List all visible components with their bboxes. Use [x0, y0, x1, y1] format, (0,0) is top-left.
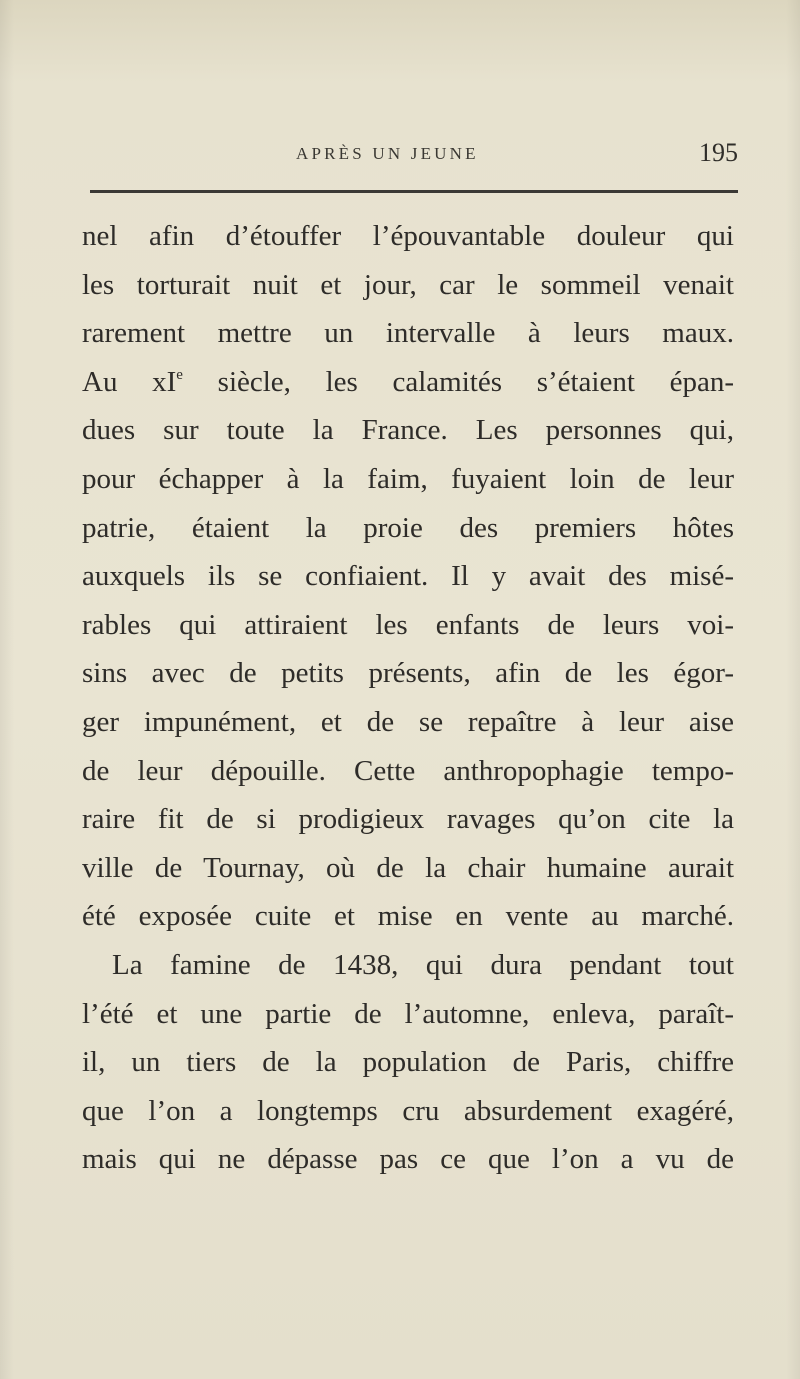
text-line-9: rables qui attiraient les enfants de leurs voi-: [82, 608, 734, 641]
text-line-3: rarement mettre un intervalle à leurs maux.: [82, 317, 734, 350]
century-numeral: Au xI: [82, 365, 177, 398]
text-line-8: auxquels ils se confiaient. Il y avait des misé-: [82, 560, 734, 593]
text-line-20: mais qui ne dépasse pas ce que l’on a vu de: [82, 1143, 734, 1176]
running-title: APRÈS UN JEUNE: [296, 144, 479, 163]
text-line-1: nel afin d’étouffer l’épouvantable douleur qui: [82, 220, 734, 252]
page-header: [88, 138, 738, 178]
text-line-18: il, un tiers de la population de Paris, chiffre: [82, 1046, 734, 1079]
text-line-4: [82, 358, 734, 407]
text-line-13: raire fit de si prodigieux ravages qu’on cite la: [82, 803, 734, 836]
body-text: [82, 212, 734, 1184]
header-rule: [90, 190, 738, 193]
text-line-10: sins avec de petits présents, afin de les égor-: [82, 657, 734, 690]
text-line-14: ville de Tournay, où de la chair humaine aurait: [82, 851, 734, 884]
text-line-15: été exposée cuite et mise en vente au marché.: [82, 900, 734, 933]
text-line-19: que l’on a longtemps cru absurdement exagéré,: [82, 1094, 734, 1127]
text-line-7: patrie, étaient la proie des premiers hôtes: [82, 511, 734, 544]
text-line-12: de leur dépouille. Cette anthropophagie tempo-: [82, 754, 734, 787]
century-superscript: e: [176, 366, 183, 383]
text-line-4-rest: siècle, les calamités s’étaient épan-: [182, 365, 735, 398]
text-line-16: La famine de 1438, qui dura pendant tout: [112, 948, 734, 981]
text-line-11: ger impunément, et de se repaître à leur aise: [82, 705, 734, 738]
page-number: 195: [699, 138, 738, 167]
text-line-5: dues sur toute la France. Les personnes qui,: [82, 414, 734, 447]
text-line-6: pour échapper à la faim, fuyaient loin de leur: [82, 462, 734, 495]
text-line-2: les torturait nuit et jour, car le sommeil venait: [82, 268, 734, 301]
text-line-17: l’été et une partie de l’automne, enleva, paraît-: [82, 997, 734, 1030]
